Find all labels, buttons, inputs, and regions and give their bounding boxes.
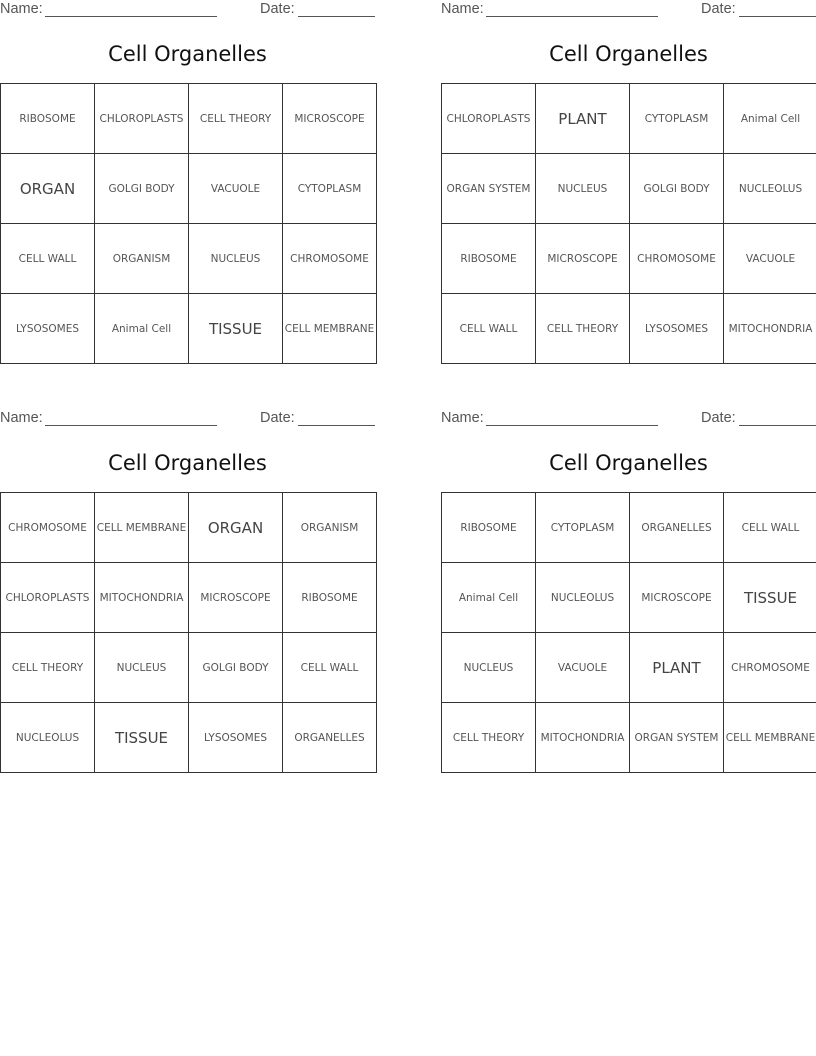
grid-row — [442, 294, 816, 364]
grid-row — [1, 154, 377, 224]
name-label: Name: — [441, 1, 484, 17]
grid-cell: NUCLEUS — [442, 633, 536, 703]
grid-cell: LYSOSOMES — [630, 294, 724, 364]
grid-cell: ORGANISM — [283, 493, 377, 563]
grid-cell: VACUOLE — [536, 633, 630, 703]
grid-row — [1, 563, 377, 633]
bingo-grid — [0, 83, 377, 364]
grid-cell: MITOCHONDRIA — [536, 703, 630, 773]
grid-cell: CHLOROPLASTS — [95, 84, 189, 154]
grid-cell: CYTOPLASM — [283, 154, 377, 224]
grid-cell: RIBOSOME — [442, 224, 536, 294]
grid-cell: CHROMOSOME — [724, 633, 816, 703]
grid-cell: TISSUE — [724, 563, 816, 633]
grid-cell: Animal Cell — [442, 563, 536, 633]
date-label: Date: — [260, 1, 295, 17]
grid-row — [442, 84, 816, 154]
bingo-card-4 — [441, 409, 816, 774]
grid-cell: RIBOSOME — [442, 493, 536, 563]
grid-row — [442, 563, 816, 633]
grid-cell: PLANT — [630, 633, 724, 703]
grid-cell: MICROSCOPE — [189, 563, 283, 633]
name-date-row — [0, 1, 375, 19]
grid-cell: GOLGI BODY — [189, 633, 283, 703]
card-title: Cell Organelles — [108, 451, 267, 475]
grid-cell: Animal Cell — [724, 84, 816, 154]
grid-cell: MICROSCOPE — [283, 84, 377, 154]
grid-row — [442, 224, 816, 294]
grid-cell: ORGAN — [1, 154, 95, 224]
grid-cell: NUCLEUS — [536, 154, 630, 224]
grid-cell: CYTOPLASM — [536, 493, 630, 563]
grid-cell: ORGAN SYSTEM — [630, 703, 724, 773]
grid-cell: RIBOSOME — [1, 84, 95, 154]
name-blank-line — [45, 16, 217, 17]
date-blank-line — [298, 425, 375, 426]
grid-cell: NUCLEOLUS — [1, 703, 95, 773]
grid-cell: Animal Cell — [95, 294, 189, 364]
grid-cell: TISSUE — [95, 703, 189, 773]
grid-row — [1, 703, 377, 773]
grid-cell: CELL MEMBRANE — [95, 493, 189, 563]
card-title: Cell Organelles — [549, 42, 708, 66]
grid-row — [442, 493, 816, 563]
name-blank-line — [45, 425, 217, 426]
grid-cell: GOLGI BODY — [95, 154, 189, 224]
grid-cell: MICROSCOPE — [536, 224, 630, 294]
bingo-grid — [441, 83, 816, 364]
grid-cell: TISSUE — [189, 294, 283, 364]
grid-row — [1, 294, 377, 364]
date-label: Date: — [260, 410, 295, 426]
grid-row — [442, 703, 816, 773]
grid-row — [1, 633, 377, 703]
grid-cell: CELL WALL — [1, 224, 95, 294]
grid-cell: ORGAN SYSTEM — [442, 154, 536, 224]
grid-cell: LYSOSOMES — [1, 294, 95, 364]
grid-cell: CELL MEMBRANE — [283, 294, 377, 364]
grid-cell: GOLGI BODY — [630, 154, 724, 224]
name-label: Name: — [441, 410, 484, 426]
grid-cell: CHROMOSOME — [1, 493, 95, 563]
grid-cell: CELL THEORY — [442, 703, 536, 773]
grid-cell: CHROMOSOME — [630, 224, 724, 294]
grid-cell: VACUOLE — [189, 154, 283, 224]
card-title: Cell Organelles — [108, 42, 267, 66]
grid-row — [442, 154, 816, 224]
grid-cell: CELL WALL — [442, 294, 536, 364]
grid-row — [1, 84, 377, 154]
date-label: Date: — [701, 410, 736, 426]
grid-cell: MITOCHONDRIA — [95, 563, 189, 633]
grid-cell: CELL WALL — [724, 493, 816, 563]
name-date-row — [441, 1, 816, 19]
grid-cell: NUCLEOLUS — [724, 154, 816, 224]
grid-cell: CHROMOSOME — [283, 224, 377, 294]
grid-cell: MICROSCOPE — [630, 563, 724, 633]
grid-cell: LYSOSOMES — [189, 703, 283, 773]
grid-row — [442, 633, 816, 703]
date-label: Date: — [701, 1, 736, 17]
grid-cell: PLANT — [536, 84, 630, 154]
grid-row — [1, 224, 377, 294]
date-blank-line — [298, 16, 375, 17]
grid-cell: MITOCHONDRIA — [724, 294, 816, 364]
grid-cell: RIBOSOME — [283, 563, 377, 633]
grid-cell: CELL THEORY — [536, 294, 630, 364]
date-blank-line — [739, 425, 816, 426]
grid-cell: NUCLEOLUS — [536, 563, 630, 633]
grid-cell: VACUOLE — [724, 224, 816, 294]
name-label: Name: — [0, 410, 43, 426]
name-blank-line — [486, 425, 658, 426]
grid-cell: CYTOPLASM — [630, 84, 724, 154]
grid-cell: CELL WALL — [283, 633, 377, 703]
bingo-card-3 — [0, 409, 375, 774]
name-blank-line — [486, 16, 658, 17]
grid-cell: CELL THEORY — [189, 84, 283, 154]
date-blank-line — [739, 16, 816, 17]
grid-cell: ORGANELLES — [283, 703, 377, 773]
bingo-grid — [0, 492, 377, 773]
grid-cell: CELL MEMBRANE — [724, 703, 816, 773]
grid-cell: NUCLEUS — [95, 633, 189, 703]
grid-cell: NUCLEUS — [189, 224, 283, 294]
grid-cell: CELL THEORY — [1, 633, 95, 703]
grid-row — [1, 493, 377, 563]
name-label: Name: — [0, 1, 43, 17]
grid-cell: ORGANELLES — [630, 493, 724, 563]
grid-cell: CHLOROPLASTS — [442, 84, 536, 154]
grid-cell: CHLOROPLASTS — [1, 563, 95, 633]
card-title: Cell Organelles — [549, 451, 708, 475]
name-date-row — [441, 410, 816, 428]
grid-cell: ORGANISM — [95, 224, 189, 294]
bingo-card-2 — [441, 0, 816, 365]
bingo-grid — [441, 492, 816, 773]
bingo-card-1 — [0, 0, 375, 365]
grid-cell: ORGAN — [189, 493, 283, 563]
name-date-row — [0, 410, 375, 428]
